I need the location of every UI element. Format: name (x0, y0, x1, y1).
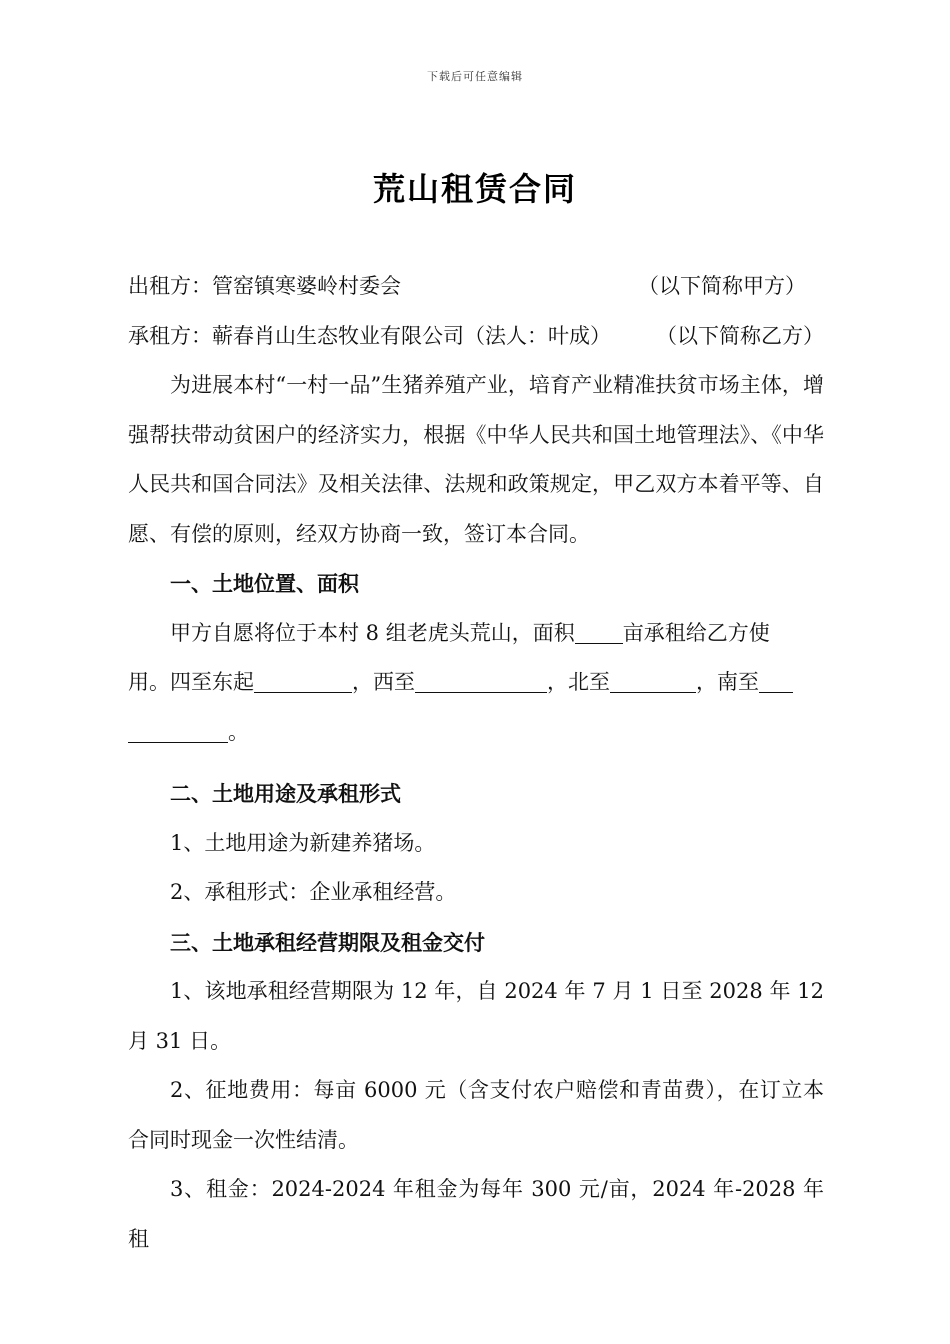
lessor-line (128, 262, 824, 312)
section1-text-g: 。 (228, 719, 249, 744)
north-boundary-blank (610, 666, 696, 693)
lessee-label: 承租方：蕲春肖山生态牧业有限公司（法人：叶成） (128, 323, 611, 348)
south-boundary-blank-1 (759, 666, 793, 693)
lessee-note: （以下简称乙方） (656, 323, 824, 348)
header-note: 下载后可任意编辑 (427, 70, 523, 83)
document-body (128, 262, 824, 1264)
section3-item1: 1、该地承租经营期限为 12 年，自 2024 年 7 月 1 日至 2028 年 12 月 31 日。 (128, 979, 824, 1053)
west-boundary-blank (415, 666, 547, 693)
section1-text-d: ，西至 (352, 670, 415, 694)
section1-heading: 一、土地位置、面积 (170, 571, 359, 596)
section3-item2: 2、征地费用：每亩 6000 元（含支付农户赔偿和青苗费），在订立本合同时现金一次性结清。 (128, 1078, 824, 1152)
south-boundary-blank-2 (128, 716, 228, 743)
document-title: 荒山租赁合同 (372, 170, 577, 208)
section1-text-c: 用。四至东起 (128, 670, 254, 694)
section1-text-f: ，南至 (696, 670, 759, 694)
section2-item2: 2、承租形式：企业承租经营。 (170, 880, 457, 904)
section3-heading: 三、土地承租经营期限及租金交付 (170, 929, 485, 955)
section1-paragraph (128, 609, 824, 758)
spacer (128, 757, 824, 769)
section1-text-b: 亩承租给乙方使 (622, 620, 770, 645)
lessor-note: （以下简称甲方） (638, 274, 806, 298)
section1-text-e: ，北至 (547, 670, 610, 694)
section2-heading: 二、土地用途及承租形式 (170, 781, 401, 806)
section1-text-a: 甲方自愿将位于本村 8 组老虎头荒山，面积 (170, 620, 575, 645)
area-blank (575, 617, 623, 644)
lessor-label: 出租方：管窑镇寒婆岭村委会 (128, 274, 401, 298)
section2-item1: 1、土地用途为新建养猪场。 (170, 830, 436, 855)
east-boundary-blank (254, 666, 352, 693)
preamble-paragraph: 为进展本村“一村一品”生猪养殖产业，培育产业精准扶贫市场主体，增强帮扶带动贫困户的经济实力，根据《中华人民共和国土地管理法》、《中华人民共和国合同法》及相关法律、法规和政策规定，甲乙双方本着平等、自愿、有偿的原则，经双方协商一致，签订本合同。 (128, 373, 824, 546)
section3-item3: 3、租金：2024-2024 年租金为每年 300 元/亩，2024 年-2028 年租 (128, 1177, 824, 1251)
lessee-line (128, 312, 824, 362)
